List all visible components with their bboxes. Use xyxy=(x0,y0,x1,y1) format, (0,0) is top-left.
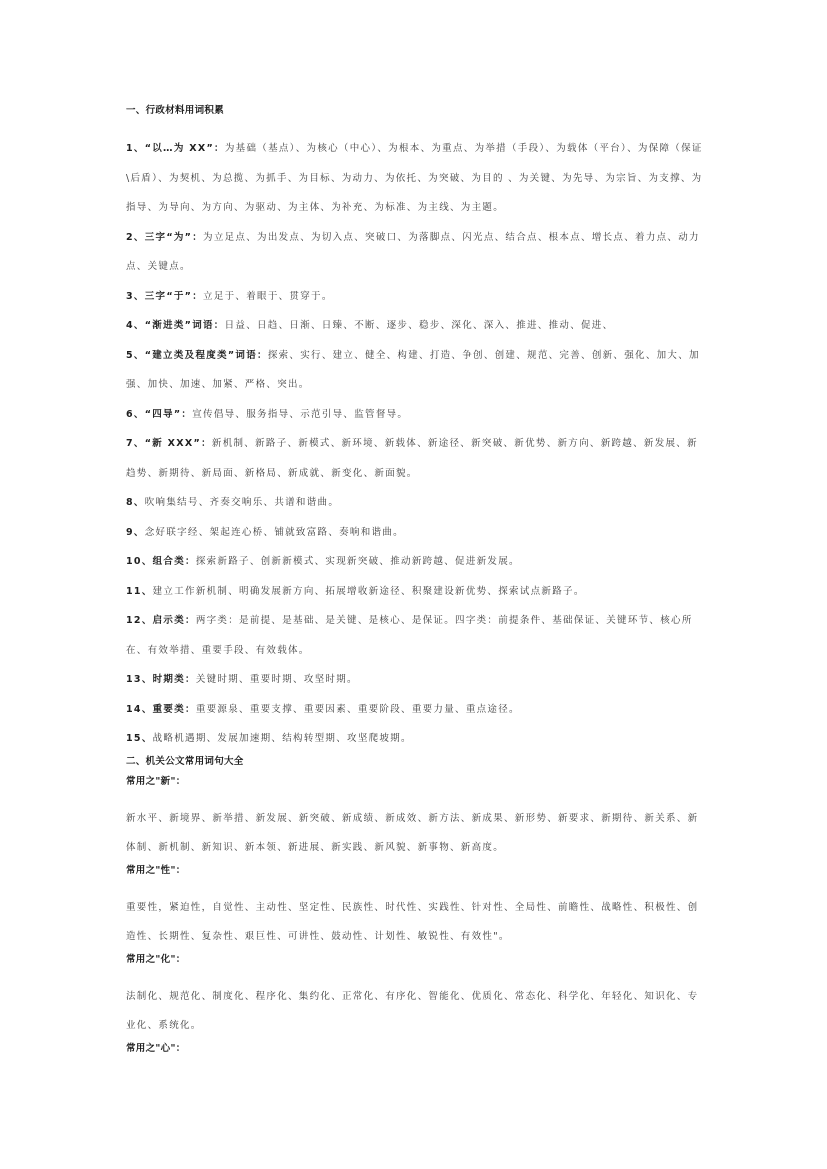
item-text: 新机制、新路子、新模式、新环境、新载体、新途径、新突破、新优势、新方向、新跨越、新发展、新趋势、新期待、新局面、新格局、新成就、新变化、新面貌。 xyxy=(126,438,698,479)
item-number: 3、 xyxy=(126,290,145,302)
list-item xyxy=(126,547,707,577)
list-item xyxy=(126,665,707,695)
item-text: 为立足点、为出发点、为切入点、突破口、为落脚点、闪光点、结合点、根本点、增长点、着力点、动力点、关键点。 xyxy=(126,231,700,272)
group-paragraph: 新水平、新境界、新举措、新发展、新突破、新成绩、新成效、新方法、新成果、新形势、新要求、新期待、新关系、新体制、新机制、新知识、新本领、新进展、新实践、新风貌、新事物、新高度。 xyxy=(126,812,699,853)
item-text: 重要源泉、重要支撑、重要因素、重要阶段、重要力量、重点途径。 xyxy=(195,703,520,715)
list-item xyxy=(126,695,707,725)
group-paragraph: 法制化、规范化、制度化、程序化、集约化、正常化、有序化、智能化、优质化、常态化、科学化、年轻化、知识化、专业化、系统化。 xyxy=(126,990,699,1031)
item-lead: 三字“于”： xyxy=(144,290,204,302)
group-heading: 常用之"性"： xyxy=(126,864,186,876)
item-number: 13、 xyxy=(126,674,153,685)
item-lead: “以…为 XX”： xyxy=(144,143,225,154)
group-heading: 常用之"新"： xyxy=(126,775,186,787)
list-item xyxy=(126,223,707,282)
item-number: 12、 xyxy=(126,615,153,626)
list-item xyxy=(126,341,707,400)
list-item xyxy=(126,400,707,430)
group-paragraph: 重要性，紧迫性，自觉性、主动性、坚定性、民族性、时代性、实践性、针对性、全局性、前瞻性、战略性、积极性、创造性、长期性、复杂性、艰巨性、可讲性、鼓动性、计划性、敏锐性、有效性"。 xyxy=(126,901,699,942)
item-number: 7、 xyxy=(126,438,145,449)
item-number: 9、 xyxy=(126,526,145,538)
item-lead: 组合类： xyxy=(152,556,196,567)
item-text: 宣传倡导、服务指导、示范引导、监管督导。 xyxy=(192,408,409,420)
item-lead: “新 XXX”： xyxy=(144,438,212,449)
item-number: 1、 xyxy=(126,143,145,154)
list-item xyxy=(126,134,707,223)
list-item xyxy=(126,282,707,312)
item-number: 2、 xyxy=(126,231,145,243)
item-lead: “渐进类”词语： xyxy=(144,320,225,331)
section-2-groups xyxy=(126,774,707,1057)
item-text: 探索新路子、创新新模式、实现新突破、推动新跨越、促进新发展。 xyxy=(195,556,520,567)
item-text: 吹响集结号、齐奏交响乐、共谱和谐曲。 xyxy=(144,497,340,508)
item-text: 为基础（基点）、为核心（中心）、为根本、为重点、为举措（手段）、为载体（平台）、为保障（保证\后盾）、为契机、为总揽、为抓手、为目标、为动力、为依托、为突破、为目的 、为关键、为先导、为宗旨、为支撑、为指导、为导向、为方向、为驱动、为主体、为补充、为标准、为主线、为主题。 xyxy=(126,143,703,213)
item-lead: 重要类： xyxy=(152,703,196,715)
list-item xyxy=(126,577,707,607)
item-number: 10、 xyxy=(126,556,153,567)
item-text: 探索、实行、建立、健全、构建、打造、争创、创建、规范、完善、创新、强化、加大、加强、加快、加速、加紧、严格、突出。 xyxy=(126,349,700,390)
item-text: 立足于、着眼于、贯穿于。 xyxy=(203,290,333,302)
group-heading: 常用之"心"： xyxy=(126,1042,186,1054)
list-item xyxy=(126,518,707,548)
list-item xyxy=(126,488,707,518)
group-heading: 常用之"化"： xyxy=(126,953,186,965)
item-number: 14、 xyxy=(126,703,153,715)
item-text: 关键时期、重要时期、攻坚时期。 xyxy=(195,674,358,685)
item-lead: 时期类： xyxy=(152,674,196,685)
list-item xyxy=(126,429,707,488)
item-lead: “建立类及程度类”词语： xyxy=(144,349,268,361)
item-number: 8、 xyxy=(126,497,145,508)
section-1-items xyxy=(126,134,707,754)
section-1-title: 一、行政材料用词积累 xyxy=(126,105,225,116)
item-number: 15、 xyxy=(126,733,153,744)
item-lead: 启示类： xyxy=(152,615,196,626)
list-item xyxy=(126,724,707,754)
item-number: 6、 xyxy=(126,408,145,420)
item-text: 建立工作新机制、明确发展新方向、拓展增收新途径、积聚建设新优势、探索试点新路子。 xyxy=(152,585,585,597)
item-number: 5、 xyxy=(126,349,145,361)
item-text: 两字类：是前提、是基础、是关键、是核心、是保证。四字类：前提条件、基础保证、关键环节、核心所在、有效举措、重要手段、有效载体。 xyxy=(126,615,693,656)
item-lead: 三字“为”： xyxy=(144,231,204,243)
item-number: 11、 xyxy=(126,585,153,597)
item-text: 日益、日趋、日渐、日臻、不断、逐步、稳步、深化、深入、推进、推动、促进、 xyxy=(224,320,614,331)
list-item xyxy=(126,606,707,665)
item-number: 4、 xyxy=(126,320,145,331)
section-2-title: 二、机关公文常用词句大全 xyxy=(126,755,244,767)
item-text: 念好联字经、架起连心桥、铺就致富路、奏响和谐曲。 xyxy=(144,526,404,538)
item-lead: “四导”： xyxy=(144,408,193,420)
item-text: 战略机遇期、发展加速期、结构转型期、攻坚爬坡期。 xyxy=(152,733,412,744)
list-item xyxy=(126,311,707,341)
